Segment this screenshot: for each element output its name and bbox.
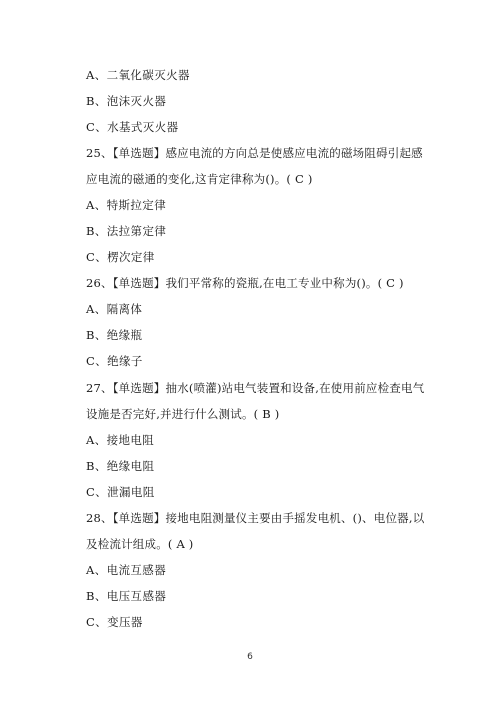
option-line: C、绝缘子 [86,354,143,368]
option-line: A、电流互感器 [86,563,167,577]
option-line: C、变压器 [86,615,143,629]
option-line: A、二氧化碳灭火器 [86,68,190,82]
question-line: 28、【单选题】接地电阻测量仪主要由手摇发电机、()、电位器,以 [86,511,425,525]
option-line: B、电压互感器 [86,589,167,603]
option-line: C、泄漏电阻 [86,485,155,499]
question-line: 26、【单选题】我们平常称的瓷瓶,在电工专业中称为()。( C ) [86,276,404,290]
option-line: A、接地电阻 [86,433,155,447]
question-line: 及检流计组成。( A ) [86,537,194,551]
question-line: 27、【单选题】抽水(喷灌)站电气装置和设备,在使用前应检查电气 [86,381,425,395]
option-line: A、特斯拉定律 [86,198,167,212]
option-line: C、水基式灭火器 [86,120,179,134]
option-line: B、绝缘瓶 [86,328,143,342]
question-line: 设施是否完好,并进行什么测试。( B ) [86,407,280,421]
question-line: 应电流的磁通的变化,这肯定律称为()。( C ) [86,172,313,186]
option-line: B、泡沫灭火器 [86,94,167,108]
option-line: B、绝缘电阻 [86,459,155,473]
page-number: 6 [247,652,253,662]
option-line: A、隔离体 [86,302,143,316]
option-line: C、楞次定律 [86,250,155,264]
option-line: B、法拉第定律 [86,224,167,238]
question-line: 25、【单选题】感应电流的方向总是使感应电流的磁场阻碍引起感 [86,146,423,160]
